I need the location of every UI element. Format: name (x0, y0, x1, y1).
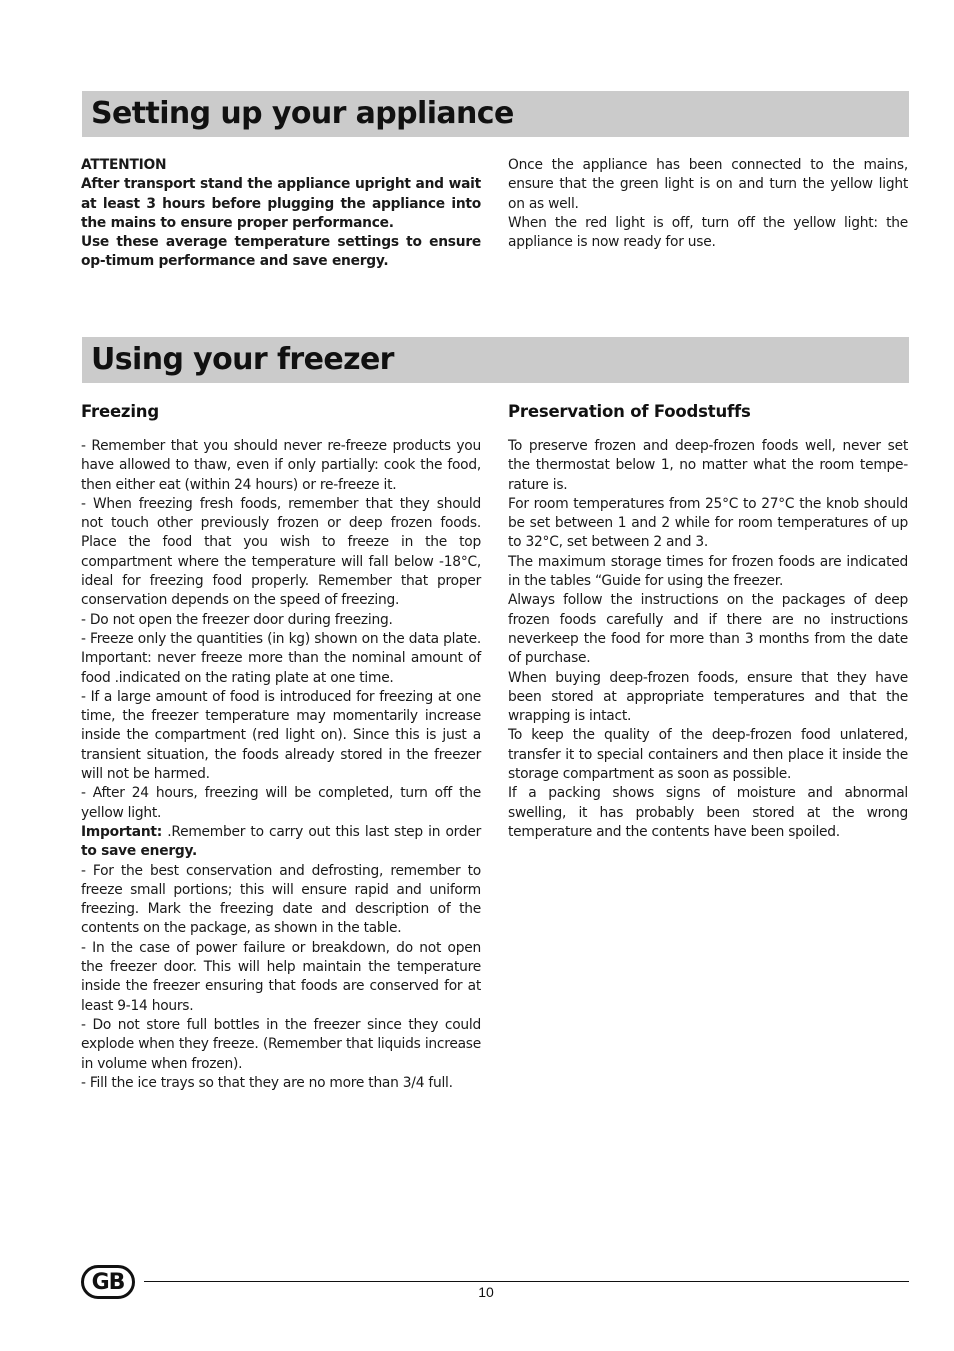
attention-line: After transport stand the appliance upright and wait at least 3 hours before plugging the appliance into the mains to ensure proper performance. (81, 176, 481, 231)
freezing-item: - Remember that you should never re-freeze products you have allowed to thaw, even if only partially: cook the food, then either eat (within 24 hours) or re-freeze it. (81, 438, 481, 493)
attention-heading: ATTENTION (81, 157, 167, 173)
setup-paragraph: Once the appliance has been connected to the mains, ensure that the green light is on and turn the yellow light on as well. (508, 157, 908, 212)
freezing-item: - Do not open the freezer door during freezing. (81, 611, 393, 628)
preservation-paragraph: The maximum storage times for frozen foods are indicated in the tables “Guide for using the freezer. (508, 553, 908, 590)
language-badge-label: GB (91, 1269, 125, 1295)
important-label: Important: (81, 823, 163, 840)
freezing-heading: Freezing (81, 402, 159, 421)
attention-line: Use these average temperature settings to ensure op-timum performance and save energy. (81, 234, 481, 270)
important-text: .Remember to carry out this last step in order (162, 823, 481, 840)
preservation-paragraph: For room temperatures from 25°C to 27°C the knob should be set between 1 and 2 while for room temperatures of up to 32°C, set between 2 and 3. (508, 495, 908, 551)
footer-divider (144, 1281, 909, 1282)
freezer-section-banner (82, 337, 909, 383)
setup-right-column (508, 156, 908, 252)
preservation-heading: Preservation of Foodstuffs (508, 402, 751, 421)
freezing-item: - Fill the ice trays so that they are no more than 3/4 full. (81, 1074, 453, 1091)
freezing-item: - When freezing fresh foods, remember that they should not touch other previously frozen or deep frozen foods. Place the food that you wish to freeze in the top compartment where the temperature will fall below -18°C, ideal for freezing food properly. Remember that proper conservation depends on the speed of freezing. (81, 495, 481, 609)
important-note (81, 823, 481, 862)
setup-section-title: Setting up your appliance (91, 96, 514, 131)
freezing-item: - Do not store full bottles in the freezer since they could explode when they freeze. (Remember that liquids increase in volume when frozen). (81, 1016, 481, 1072)
attention-block (81, 156, 481, 272)
language-badge (81, 1265, 135, 1299)
setup-paragraph: When the red light is off, turn off the yellow light: the appliance is now ready for use. (508, 214, 908, 251)
freezer-section-title: Using your freezer (91, 342, 394, 377)
freezing-item: - In the case of power failure or breakdown, do not open the freezer door. This will help maintain the temperature inside the freezer ensuring that foods are conserved for at least 9-14 hours. (81, 939, 481, 1014)
setup-section-banner (82, 91, 909, 137)
freezing-item: - If a large amount of food is introduced for freezing at one time, the freezer temperature may momentarily increase inside the compartment (red light on). Since this is just a transient situation, the foods already stored in the freezer will not be harmed. (81, 688, 481, 783)
freezing-item: - After 24 hours, freezing will be completed, turn off the yellow light. (81, 785, 481, 821)
important-end: to save energy. (81, 843, 197, 860)
preservation-paragraph: If a packing shows signs of moisture and abnormal swelling, it has probably been stored at the wrong temperature and the contents have been spoiled. (508, 785, 908, 840)
freezing-item: - Freeze only the quantities (in kg) shown on the data plate. Important: never freeze more than the nominal amount of food .indicated on the rating plate at one time. (81, 630, 481, 686)
freezing-item: - For the best conservation and defrosting, remember to freeze small portions; this will ensure rapid and uniform freezing. Mark the freezing date and description of the contents on the package, as shown in the table. (81, 862, 481, 937)
page-number: 10 (478, 1284, 494, 1300)
preservation-paragraph: Always follow the instructions on the packages of deep frozen foods carefully and if there are no instructions neverkeep the food for more than 3 months from the date of purchase. (508, 592, 908, 667)
freezing-column (81, 437, 481, 1093)
preservation-paragraph: To preserve frozen and deep-frozen foods well, never set the thermostat below 1, no matter what the room tempe-rature is. (508, 438, 908, 493)
preservation-paragraph: To keep the quality of the deep-frozen food unlatered, transfer it to special containers and then place it inside the storage compartment as soon as possible. (508, 727, 908, 783)
preservation-paragraph: When buying deep-frozen foods, ensure that they have been stored at appropriate temperatures and that the wrapping is intact. (508, 669, 908, 725)
preservation-column (508, 437, 908, 842)
